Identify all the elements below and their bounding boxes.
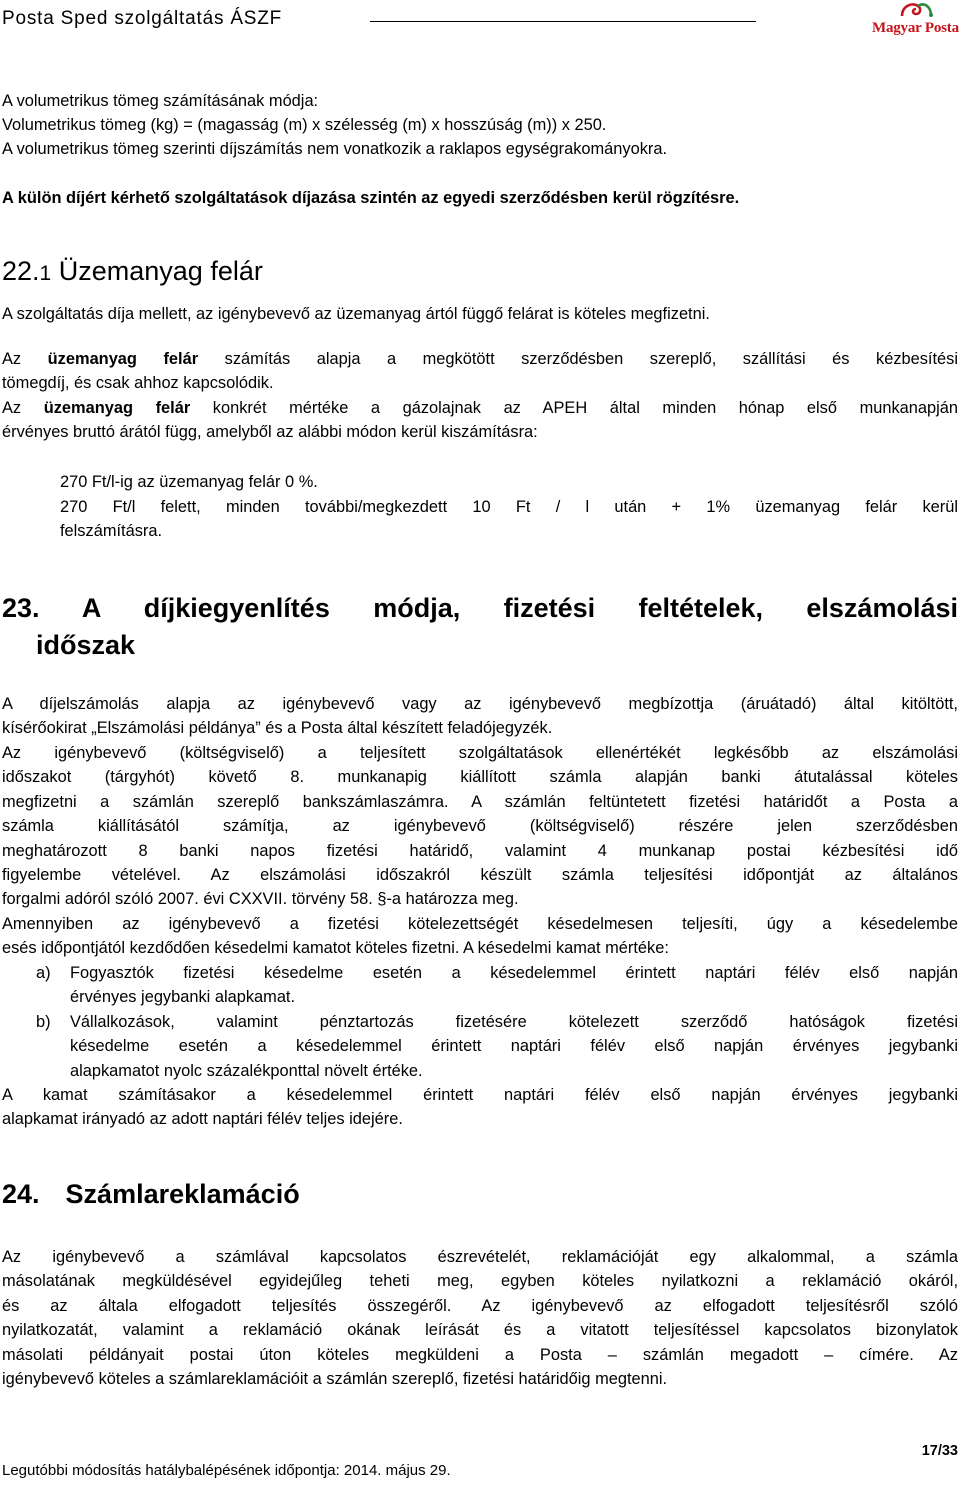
paragraph-line: Amennyiben az igénybevevő a fizetési kötelezettségét késedelmesen teljesíti, úgy a késedelembe [2, 915, 958, 933]
list-label-b: b) [36, 1013, 51, 1031]
paragraph-line: kísérőokirat „Elszámolási példánya” és a Posta által készített feladójegyzék. [2, 719, 553, 738]
paragraph-line: alapkamat irányadó az adott naptári félév teljes idejére. [2, 1110, 403, 1129]
s23-paragraph-1 [2, 692, 958, 741]
list-item-a [70, 961, 958, 1010]
paragraph-line: forgalmi adóról szóló 2007. évi CXXVII. törvény 58. §-a határozza meg. [2, 890, 519, 909]
s22-paragraph-3 [2, 396, 958, 445]
s22-rule-2: 270 Ft/l felett, minden további/megkezdett 10 Ft / l után + 1% üzemanyag felár kerül felszámításra. [60, 498, 958, 541]
paragraph-line: figyelembe vételével. Az elszámolási időszakról készült számla teljesítési időpontját az általános [2, 865, 958, 884]
header-rule [370, 21, 756, 22]
paragraph-line: érvényes bruttó árától függ, amelyből az alábbi módon kerül kiszámításra: [2, 423, 538, 442]
s22-paragraph-1: A szolgáltatás díja mellett, az igénybevevő az üzemanyag ártól függő felárat is köteles megfizetni. [2, 305, 710, 323]
paragraph-line: igénybevevő köteles a számlareklamációit a számlán szereplő, fizetési határidőig megtenni. [2, 1369, 668, 1388]
s23-paragraph-4 [2, 1083, 958, 1132]
s23-paragraph-2 [2, 741, 958, 912]
paragraph-line: Fogyasztók fizetési késedelme esetén a késedelemmel érintett naptári félév első napján [70, 964, 958, 982]
posthorn-icon [898, 0, 934, 22]
section-title: Számlareklamáció [65, 1179, 300, 1209]
paragraph-line: esés időpontjától kezdődően késedelmi kamatot köteles fizetni. A késedelmi kamat mértéke: [2, 939, 669, 958]
logo-text: Magyar Posta [872, 20, 959, 36]
paragraph-line: Vállalkozások, valamint pénztartozás fizetésére kötelezett szerződő hatóságok fizetési [70, 1013, 958, 1031]
paragraph-line: Az üzemanyag felár számítás alapja a megkötött szerződésben szereplő, szállítási és kézbesítési [2, 350, 958, 368]
paragraph-line: A kamat számításakor a késedelemmel érintett naptári félév első napján érvényes jegybanki [2, 1086, 958, 1104]
section-24-heading [2, 1179, 300, 1210]
s22-rule-1: 270 Ft/l-ig az üzemanyag felár 0 %. [60, 473, 318, 491]
paragraph-line: időszakot (tárgyhót) követő 8. munkanapig kiállított számla alapján banki átutalással köteles [2, 768, 958, 787]
paragraph-line: Az igénybevevő (költségviselő) a teljesített szolgáltatások ellenértékét legkésőbb az elszámolási [2, 744, 958, 762]
page-number: 17/33 [921, 1443, 958, 1459]
paragraph-line: nyilatkozatát, valamint a reklamáció okának leírását és a vitatott teljesítéssel kapcsolatos bizonylatok [2, 1321, 958, 1340]
magyar-posta-logo [872, 0, 958, 50]
header-title: Posta Sped szolgáltatás ÁSZF [2, 8, 283, 29]
paragraph-line: Az üzemanyag felár konkrét mértéke a gázolajnak az APEH által minden hónap első munkanapján [2, 399, 958, 417]
paragraph-line: másolatának megküldésével egyidejűleg teheti meg, egyben köteles nyilatkozni a reklamáció okáról, [2, 1272, 958, 1291]
paragraph-line: megfizetni a számlán szereplő bankszámlaszámra. A számlán feltüntetett fizetési határidőt a Posta a [2, 792, 958, 811]
section-subnumber: 1 [39, 262, 52, 285]
intro-line-1: A volumetrikus tömeg számításának módja: [2, 92, 319, 110]
paragraph-line: alapkamatot nyolc százalékponttal növelt értéke. [70, 1061, 423, 1080]
section-number: 22. [2, 256, 40, 286]
paragraph-line: Az igénybevevő a számlával kapcsolatos észrevételét, reklamációját egy alkalommal, a számla [2, 1248, 958, 1266]
section-22-1-heading [2, 256, 263, 287]
paragraph-line: A díjelszámolás alapja az igénybevevő vagy az igénybevevő megbízottja (áruátadó) által kitöltött, [2, 695, 958, 713]
section-title: Üzemanyag felár [58, 256, 263, 286]
list-item-b [70, 1010, 958, 1083]
paragraph-line: és az általa elfogadott teljesítés összegéről. Az igénybevevő az elfogadott teljesítésről szóló [2, 1296, 958, 1315]
section-number: 24. [2, 1179, 40, 1209]
paragraph-line: késedelme esetén a késedelemmel érintett naptári félév első napján érvényes jegybanki [70, 1037, 958, 1056]
paragraph-line: másolati példányait postai úton köteles megküldeni a Posta – számlán megadott – címére. Az [2, 1345, 958, 1364]
list-label-a: a) [36, 964, 51, 982]
section-23-heading: 23. A díjkiegyenlítés módja, fizetési feltételek, elszámolási időszak [2, 593, 958, 660]
s24-paragraph-1 [2, 1245, 958, 1391]
intro-line-2: Volumetrikus tömeg (kg) = (magasság (m) x szélesség (m) x hosszúság (m)) x 250. [2, 116, 607, 134]
s22-paragraph-2 [2, 347, 958, 396]
intro-line-3: A volumetrikus tömeg szerinti díjszámítás nem vonatkozik a raklapos egységrakományokra. [2, 140, 668, 158]
paragraph-line: meghatározott 8 banki napos fizetési határidő, valamint 4 munkanap postai kézbesítési idő [2, 841, 958, 860]
paragraph-line: tömegdíj, és csak ahhoz kapcsolódik. [2, 374, 274, 393]
intro-bold-line: A külön díjért kérhető szolgáltatások díjazása szintén az egyedi szerződésben kerül rögzítésre. [2, 189, 740, 207]
paragraph-line: érvényes jegybanki alapkamat. [70, 988, 296, 1007]
paragraph-line: számla kiállításától számítja, az igénybevevő (költségviselő) részére jelen szerződésben [2, 817, 958, 836]
s23-paragraph-3 [2, 912, 958, 961]
footer-modification-date: Legutóbbi módosítás hatálybalépésének időpontja: 2014. május 29. [2, 1462, 451, 1479]
